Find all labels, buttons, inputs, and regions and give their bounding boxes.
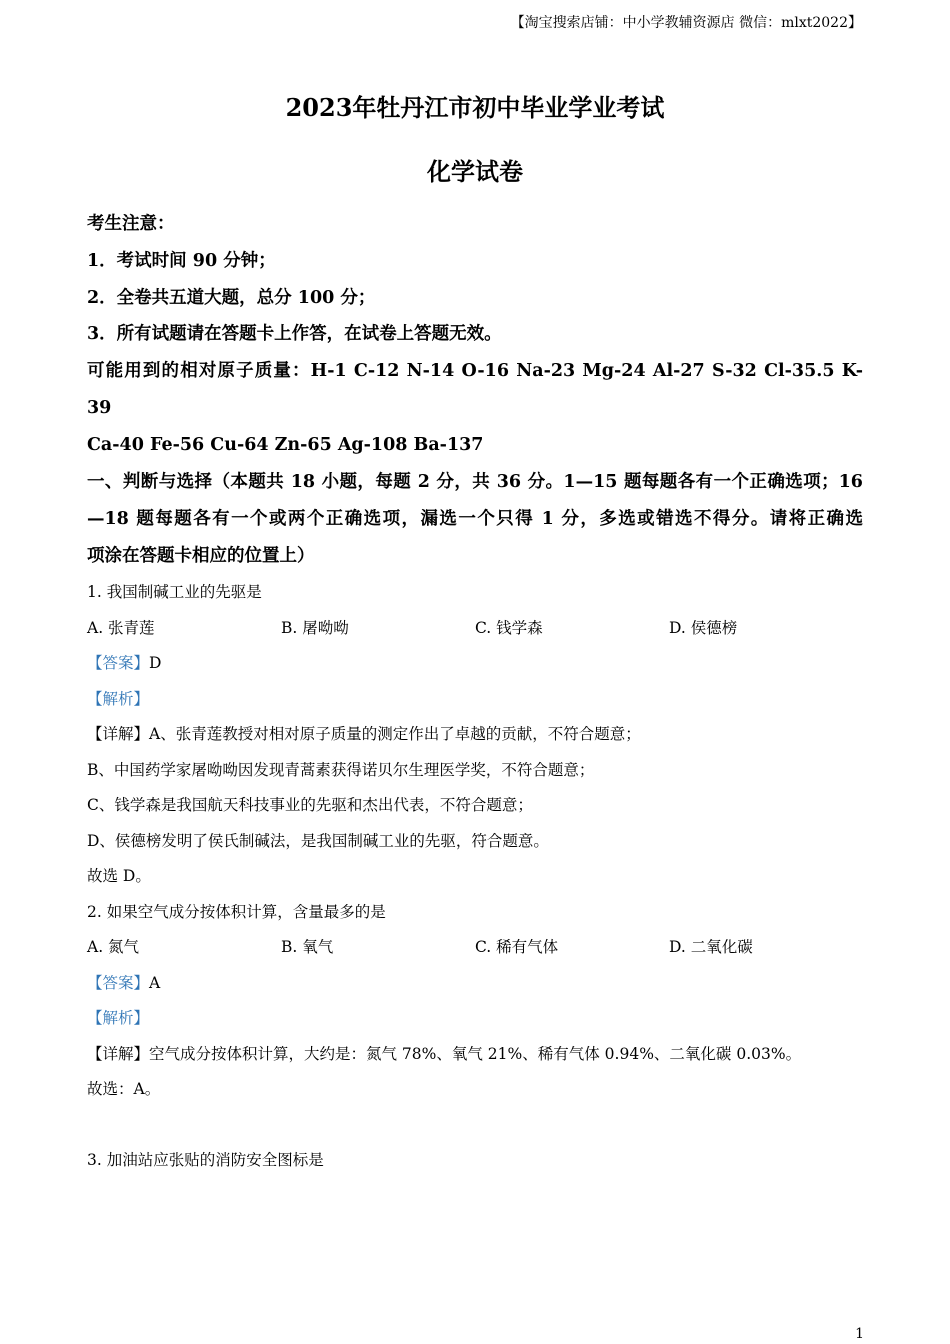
answer-line <box>87 966 863 1002</box>
notice-item: 1．考试时间 90 分钟； <box>87 250 276 271</box>
question-2 <box>87 895 863 1108</box>
atomic-mass-line: Ca-40 Fe-56 Cu-64 Zn-65 Ag-108 Ba-137 <box>87 434 484 455</box>
page-number: 1 <box>855 1326 864 1342</box>
answer-value: A <box>149 973 161 992</box>
question-stem: 2. 如果空气成分按体积计算，含量最多的是 <box>87 902 386 921</box>
notice-item: 3．所有试题请在答题卡上作答，在试卷上答题无效。 <box>87 324 502 345</box>
option-d: D. 二氧化碳 <box>669 938 753 957</box>
option-b: B. 屠呦呦 <box>281 618 349 637</box>
detail-line: 【详解】A、张青莲教授对相对原子质量的测定作出了卓越的贡献，不符合题意； <box>87 725 641 744</box>
option-a: A. 氮气 <box>87 938 140 957</box>
option-c: C. 稀有气体 <box>475 938 559 957</box>
atomic-mass-line: 可能用到的相对原子质量：H-1 C-12 N-14 O-16 Na-23 Mg-24 Al-27 S-32 Cl-35.5 K-39 <box>87 361 863 418</box>
document-body <box>87 206 863 1179</box>
answer-line <box>87 646 863 682</box>
answer-tag: 【答案】 <box>87 973 150 992</box>
section-heading-line: —18 题每题各有一个或两个正确选项，漏选一个只得 1 分，多选或错选不得分。请将正确选 <box>87 508 863 529</box>
section-heading-line: 项涂在答题卡相应的位置上） <box>87 546 315 567</box>
question-options <box>87 930 863 966</box>
page-subtitle: 化学试卷 <box>427 157 523 186</box>
question-stem: 3. 加油站应张贴的消防安全图标是 <box>87 1151 324 1170</box>
question-options <box>87 611 863 647</box>
detail-line: D、侯德榜发明了侯氏制碱法，是我国制碱工业的先驱，符合题意。 <box>87 831 549 850</box>
section-heading-line: 一、判断与选择（本题共 18 小题，每题 2 分，共 36 分。1—15 题每题各有一个正确选项；16 <box>87 471 863 492</box>
analysis-tag: 【解析】 <box>87 689 150 708</box>
question-stem: 1. 我国制碱工业的先驱是 <box>87 583 262 602</box>
spacer <box>87 1108 863 1144</box>
notice-block <box>87 206 863 464</box>
detail-line: 故选 D。 <box>87 867 151 886</box>
answer-value: D <box>149 654 162 673</box>
option-c: C. 钱学森 <box>475 618 543 637</box>
notice-heading: 考生注意： <box>87 214 175 234</box>
question-1 <box>87 575 863 895</box>
detail-line: B、中国药学家屠呦呦因发现青蒿素获得诺贝尔生理医学奖，不符合题意； <box>87 760 595 779</box>
option-a: A. 张青莲 <box>87 618 155 637</box>
detail-line: 故选：A。 <box>87 1080 161 1099</box>
analysis-tag: 【解析】 <box>87 1009 150 1028</box>
notice-item: 2．全卷共五道大题，总分 100 分； <box>87 287 376 308</box>
page-title: 2023年牡丹江市初中毕业学业考试 <box>285 93 665 122</box>
detail-line: C、钱学森是我国航天科技事业的先驱和杰出代表，不符合题意； <box>87 796 533 815</box>
section-heading <box>87 464 863 576</box>
option-d: D. 侯德榜 <box>669 618 738 637</box>
answer-tag: 【答案】 <box>87 654 150 673</box>
detail-line: 【详解】空气成分按体积计算，大约是：氮气 78%、氧气 21%、稀有气体 0.94%、二氧化碳 0.03%。 <box>87 1044 802 1063</box>
option-b: B. 氧气 <box>281 938 334 957</box>
question-3 <box>87 1143 863 1179</box>
header-note: 【淘宝搜索店铺：中小学教辅资源店 微信：mlxt2022】 <box>510 15 862 31</box>
